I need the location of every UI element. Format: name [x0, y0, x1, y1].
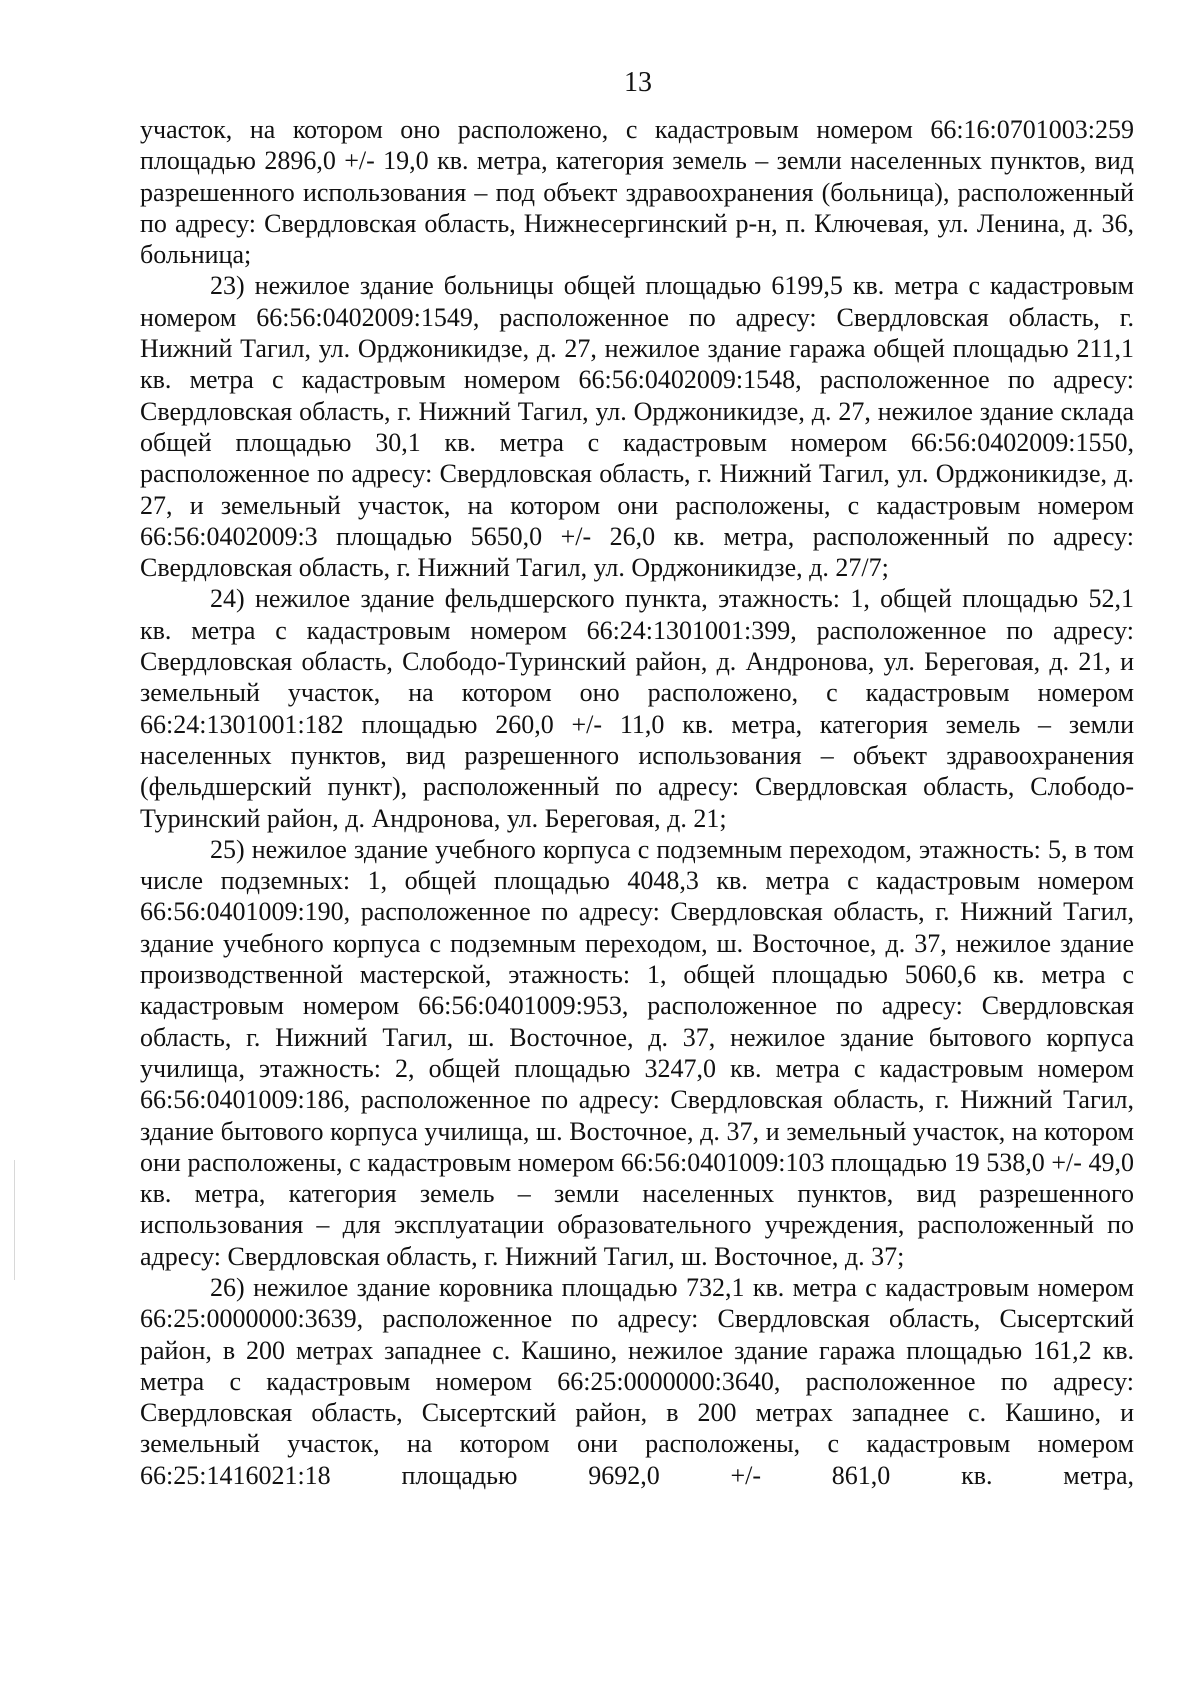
paragraph-item-24: 24) нежилое здание фельдшерского пункта, этажность: 1, общей площадью 52,1 кв. метра с кадастровым номером 66:24:1301001:399, расположенное по адресу: Свердловская область, Слободо-Туринский район, д. Андронова, ул. Береговая, д. 21, и земельный участок, на котором оно расположено, с кадастровым номером 66:24:1301001:182 площадью 260,0 +/- 11,0 кв. метра, категория земель – земли населенных пунктов, вид разрешенного использования – объект здравоохранения (фельдшерский пункт), расположенный по адресу: Свердловская область, Слободо-Туринский район, д. Андронова, ул. Береговая, д. 21; [140, 584, 1134, 833]
paragraph-item-23: 23) нежилое здание больницы общей площадью 6199,5 кв. метра с кадастровым номером 66:56:0402009:1549, расположенное по адресу: Свердловская область, г. Нижний Тагил, ул. Орджоникидзе, д. 27, нежилое здание гаража общей площадью 211,1 кв. метра с кадастровым номером 66:56:0402009:1548, расположенное по адресу: Свердловская область, г. Нижний Тагил, ул. Орджоникидзе, д. 27, нежилое здание склада общей площадью 30,1 кв. метра с кадастровым номером 66:56:0402009:1550, расположенное по адресу: Свердловская область, г. Нижний Тагил, ул. Орджоникидзе, д. 27, и земельный участок, на котором они расположены, с кадастровым номером 66:56:0402009:3 площадью 5650,0 +/- 26,0 кв. метра, расположенный по адресу: Свердловская область, г. Нижний Тагил, ул. Орджоникидзе, д. 27/7; [140, 271, 1134, 583]
page-number: 13 [624, 67, 652, 98]
paragraph-item-25: 25) нежилое здание учебного корпуса с подземным переходом, этажность: 5, в том числе подземных: 1, общей площадью 4048,3 кв. метра с кадастровым номером 66:56:0401009:190, расположенное по адресу: Свердловская область, г. Нижний Тагил, здание учебного корпуса с подземным переходом, ш. Восточное, д. 37, нежилое здание производственной мастерской, этажность: 1, общей площадью 5060,6 кв. метра с кадастровым номером 66:56:0401009:953, расположенное по адресу: Свердловская область, г. Нижний Тагил, ш. Восточное, д. 37, нежилое здание бытового корпуса училища, этажность: 2, общей площадью 3247,0 кв. метра с кадастровым номером 66:56:0401009:186, расположенное по адресу: Свердловская область, г. Нижний Тагил, здание бытового корпуса училища, ш. Восточное, д. 37, и земельный участок, на котором они расположены, с кадастровым номером 66:56:0401009:103 площадью 19 538,0 +/- 49,0 кв. метра, категория земель – земли населенных пунктов, вид разрешенного использования – для эксплуатации образовательного учреждения, расположенный по адресу: Свердловская область, г. Нижний Тагил, ш. Восточное, д. 37; [140, 834, 1134, 1271]
paragraph-item-26: 26) нежилое здание коровника площадью 732,1 кв. метра с кадастровым номером 66:25:0000000:3639, расположенное по адресу: Свердловская область, Сысертский район, в 200 метрах западнее с. Кашино, нежилое здание гаража площадью 161,2 кв. метра с кадастровым номером 66:25:0000000:3640, расположенное по адресу: Свердловская область, Сысертский район, в 200 метрах западнее с. Кашино, и земельный участок, на котором они расположены, с кадастровым номером 66:25:1416021:18 площадью 9692,0 +/- 861,0 кв. метра, [140, 1272, 1134, 1490]
paragraph-item-22-continuation: участок, на котором оно расположено, с кадастровым номером 66:16:0701003:259 площадью 2896,0 +/- 19,0 кв. метра, категория земель – земли населенных пунктов, вид разрешенного использования – под объект здравоохранения (больница), расположенный по адресу: Свердловская область, Нижнесергинский р-н, п. Ключевая, ул. Ленина, д. 36, больница; [140, 115, 1134, 270]
document-body [140, 114, 1134, 1491]
scan-margin-mark [14, 1160, 15, 1280]
